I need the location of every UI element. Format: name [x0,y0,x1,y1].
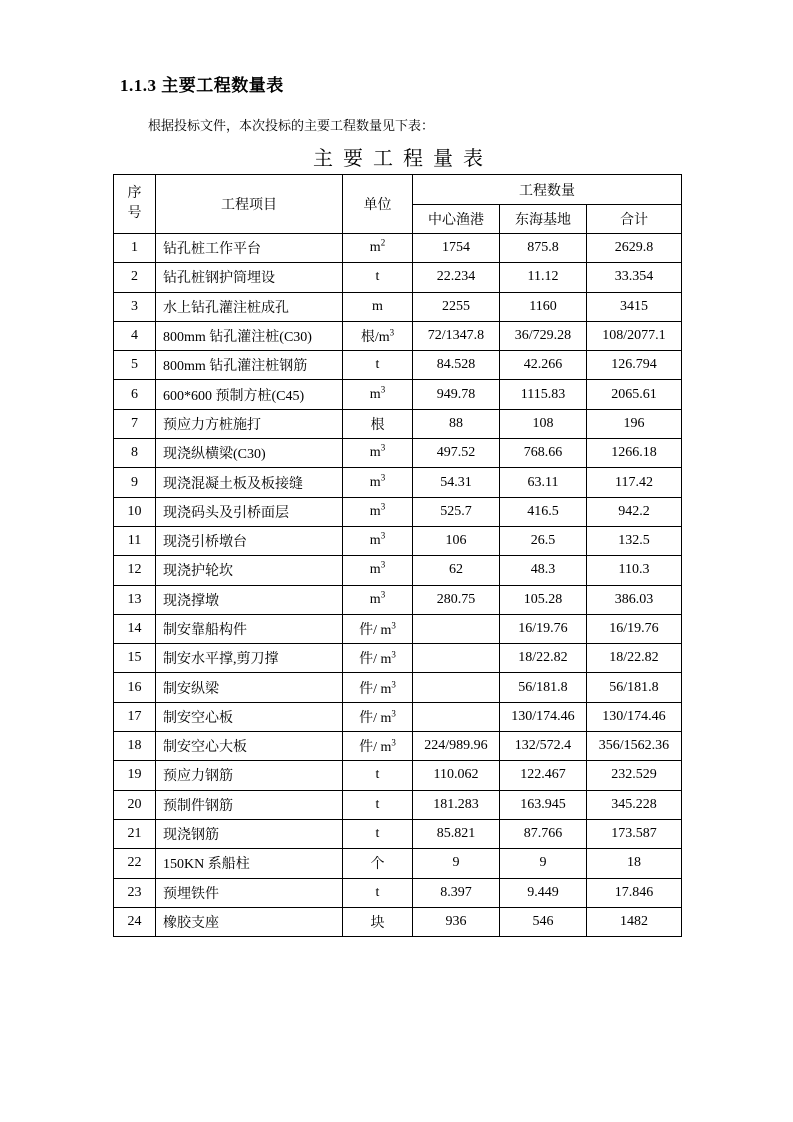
cell-item: 150KN 系船柱 [156,849,343,878]
cell-no: 12 [114,556,156,585]
unit-superscript: 3 [391,678,396,689]
cell-col-total: 33.354 [587,263,682,292]
cell-col-b: 1115.83 [500,380,587,409]
unit-superscript: 3 [391,737,396,748]
table-title: 主要工程量表 [313,148,493,170]
cell-item: 水上钻孔灌注桩成孔 [156,292,343,321]
cell-no: 10 [114,497,156,526]
unit-base: 个 [370,857,385,873]
table-row [114,380,682,409]
unit-base: t [375,796,380,812]
cell-col-a [413,673,500,702]
cell-col-total: 356/1562.36 [587,732,682,761]
cell-col-total: 942.2 [587,497,682,526]
cell-unit [343,351,413,380]
unit-base: m [369,445,381,461]
cell-col-a: 181.283 [413,790,500,819]
cell-no: 5 [114,351,156,380]
cell-no: 17 [114,702,156,731]
table-row [114,234,682,263]
table-row [114,263,682,292]
cell-col-a [413,644,500,673]
cell-col-a [413,614,500,643]
cell-unit [343,878,413,907]
cell-col-a: 54.31 [413,468,500,497]
cell-col-a: 1754 [413,234,500,263]
cell-col-total: 173.587 [587,819,682,848]
table-row [114,526,682,555]
unit-superscript: 3 [380,530,386,541]
cell-col-total: 18/22.82 [587,644,682,673]
cell-unit [343,819,413,848]
cell-unit [343,702,413,731]
quantity-table [113,174,682,937]
cell-col-b: 87.766 [500,819,587,848]
cell-item: 现浇码头及引桥面层 [156,497,343,526]
cell-col-b: 130/174.46 [500,702,587,731]
cell-no: 18 [114,732,156,761]
cell-col-total: 56/181.8 [587,673,682,702]
table-row [114,292,682,321]
cell-no: 19 [114,761,156,790]
cell-unit [343,614,413,643]
cell-item: 现浇护轮坎 [156,556,343,585]
unit-superscript: 3 [380,589,386,600]
cell-col-total: 1482 [587,907,682,936]
cell-col-b: 1160 [500,292,587,321]
unit-superscript: 3 [380,559,386,570]
unit-base: m [369,503,381,519]
cell-col-total: 17.846 [587,878,682,907]
cell-col-a: 88 [413,409,500,438]
unit-superscript: 2 [380,237,386,248]
cell-col-b: 36/729.28 [500,321,587,350]
cell-item: 800mm 钻孔灌注桩钢筋 [156,351,343,380]
unit-base: m [369,386,381,402]
unit-base: m [372,298,383,314]
cell-col-total: 232.529 [587,761,682,790]
cell-col-b: 132/572.4 [500,732,587,761]
unit-base: 件/ m [359,652,392,668]
cell-col-b: 768.66 [500,439,587,468]
cell-col-total: 126.794 [587,351,682,380]
cell-col-total: 3415 [587,292,682,321]
cell-no: 16 [114,673,156,702]
header-seq [114,175,156,234]
table-row [114,849,682,878]
cell-item: 钻孔桩工作平台 [156,234,343,263]
table-row [114,585,682,614]
cell-no: 1 [114,234,156,263]
cell-col-total: 117.42 [587,468,682,497]
table-row [114,439,682,468]
cell-item: 制安靠船构件 [156,614,343,643]
unit-superscript: 3 [391,708,396,719]
cell-unit [343,585,413,614]
cell-no: 2 [114,263,156,292]
cell-unit [343,790,413,819]
unit-base: m [369,591,381,607]
cell-col-total: 130/174.46 [587,702,682,731]
cell-col-a: 497.52 [413,439,500,468]
cell-col-a: 84.528 [413,351,500,380]
cell-no: 8 [114,439,156,468]
unit-base: t [375,884,380,900]
cell-col-b: 9 [500,849,587,878]
cell-unit [343,468,413,497]
cell-col-b: 108 [500,409,587,438]
cell-unit [343,556,413,585]
cell-item: 现浇混凝土板及板接缝 [156,468,343,497]
section-heading: 1.1.3 主要工程数量表 [120,76,284,95]
table-row [114,907,682,936]
cell-col-b: 875.8 [500,234,587,263]
cell-item: 800mm 钻孔灌注桩(C30) [156,321,343,350]
unit-base: 根/m [360,330,390,346]
unit-base: m [369,562,381,578]
cell-col-a: 280.75 [413,585,500,614]
cell-item: 现浇引桥墩台 [156,526,343,555]
cell-unit [343,234,413,263]
cell-col-a: 224/989.96 [413,732,500,761]
cell-unit [343,644,413,673]
cell-col-total: 18 [587,849,682,878]
unit-base: 件/ m [359,710,392,726]
cell-item: 橡胶支座 [156,907,343,936]
cell-col-b: 416.5 [500,497,587,526]
table-row [114,732,682,761]
cell-no: 9 [114,468,156,497]
cell-unit [343,380,413,409]
cell-no: 7 [114,409,156,438]
table-row [114,673,682,702]
cell-col-total: 2629.8 [587,234,682,263]
cell-col-total: 196 [587,409,682,438]
cell-unit [343,321,413,350]
unit-base: t [375,269,380,285]
header-col-a: 中心渔港 [413,205,500,234]
cell-item: 钻孔桩钢护筒埋设 [156,263,343,292]
unit-superscript: 3 [380,442,386,453]
cell-unit [343,673,413,702]
cell-col-b: 42.266 [500,351,587,380]
cell-no: 21 [114,819,156,848]
cell-col-a: 936 [413,907,500,936]
unit-superscript: 3 [389,327,395,338]
table-row [114,468,682,497]
cell-col-b: 26.5 [500,526,587,555]
header-row-1 [114,175,682,205]
cell-col-a: 949.78 [413,380,500,409]
table-row [114,790,682,819]
unit-base: t [375,767,380,783]
cell-col-total: 108/2077.1 [587,321,682,350]
unit-base: 根 [370,417,385,433]
cell-col-b: 11.12 [500,263,587,292]
header-seq-line2: 号 [127,206,142,221]
cell-col-b: 56/181.8 [500,673,587,702]
cell-item: 现浇钢筋 [156,819,343,848]
cell-no: 15 [114,644,156,673]
intro-paragraph: 根据投标文件，本次投标的主要工程数量见下表： [148,118,435,133]
unit-base: 件/ m [359,623,392,638]
cell-no: 3 [114,292,156,321]
cell-no: 23 [114,878,156,907]
cell-no: 6 [114,380,156,409]
cell-col-total: 16/19.76 [587,614,682,643]
cell-no: 11 [114,526,156,555]
cell-item: 预应力方桩施打 [156,409,343,438]
cell-col-b: 122.467 [500,761,587,790]
table-row [114,409,682,438]
unit-superscript: 3 [380,471,386,482]
cell-unit [343,409,413,438]
table-row [114,614,682,643]
header-unit: 单位 [343,175,413,234]
unit-superscript: 3 [391,620,396,631]
cell-col-total: 110.3 [587,556,682,585]
cell-unit [343,849,413,878]
cell-col-a [413,702,500,731]
unit-superscript: 3 [391,649,396,660]
cell-item: 制安空心板 [156,702,343,731]
unit-base: 件/ m [359,681,392,697]
cell-no: 14 [114,614,156,643]
unit-base: m [369,533,381,549]
table-row [114,761,682,790]
cell-item: 制安纵梁 [156,673,343,702]
cell-col-b: 9.449 [500,878,587,907]
table-row [114,819,682,848]
cell-unit [343,732,413,761]
cell-item: 制安水平撑,剪刀撑 [156,644,343,673]
table-row [114,497,682,526]
cell-unit [343,292,413,321]
cell-no: 24 [114,907,156,936]
cell-col-total: 345.228 [587,790,682,819]
cell-no: 13 [114,585,156,614]
header-col-total: 合计 [587,205,682,234]
table-row [114,702,682,731]
cell-col-a: 22.234 [413,263,500,292]
cell-col-total: 132.5 [587,526,682,555]
cell-col-a: 72/1347.8 [413,321,500,350]
cell-col-b: 63.11 [500,468,587,497]
cell-col-b: 48.3 [500,556,587,585]
cell-item: 现浇撑墩 [156,585,343,614]
table-row [114,644,682,673]
header-seq-line1: 序 [127,186,142,201]
cell-col-a: 85.821 [413,819,500,848]
cell-col-b: 16/19.76 [500,614,587,643]
cell-unit [343,439,413,468]
cell-col-a: 106 [413,526,500,555]
unit-base: 块 [370,915,385,931]
cell-item: 预制件钢筋 [156,790,343,819]
cell-no: 22 [114,849,156,878]
cell-col-b: 18/22.82 [500,644,587,673]
unit-base: m [369,240,381,256]
cell-col-total: 386.03 [587,585,682,614]
cell-col-a: 9 [413,849,500,878]
cell-col-a: 2255 [413,292,500,321]
cell-item: 600*600 预制方桩(C45) [156,380,343,409]
table-row [114,351,682,380]
unit-base: m [369,474,381,490]
cell-no: 20 [114,790,156,819]
cell-unit [343,526,413,555]
cell-item: 制安空心大板 [156,732,343,761]
table-body [114,234,682,937]
unit-base: t [375,826,380,842]
cell-col-a: 62 [413,556,500,585]
cell-unit [343,761,413,790]
cell-item: 现浇纵横梁(C30) [156,439,343,468]
cell-unit [343,497,413,526]
table-row [114,321,682,350]
header-col-b: 东海基地 [500,205,587,234]
unit-superscript: 3 [380,383,386,394]
cell-col-b: 105.28 [500,585,587,614]
header-item: 工程项目 [156,175,343,234]
table-row [114,556,682,585]
cell-col-b: 163.945 [500,790,587,819]
cell-unit [343,263,413,292]
cell-item: 预埋铁件 [156,878,343,907]
cell-col-b: 546 [500,907,587,936]
unit-base: t [375,357,380,373]
cell-no: 4 [114,321,156,350]
unit-superscript: 3 [380,501,386,512]
cell-col-total: 1266.18 [587,439,682,468]
cell-unit [343,907,413,936]
cell-col-a: 110.062 [413,761,500,790]
table-row [114,878,682,907]
header-quantity-group: 工程数量 [413,175,682,205]
cell-item: 预应力钢筋 [156,761,343,790]
unit-base: 件/ m [359,740,392,756]
cell-col-a: 8.397 [413,878,500,907]
cell-col-total: 2065.61 [587,380,682,409]
cell-col-a: 525.7 [413,497,500,526]
